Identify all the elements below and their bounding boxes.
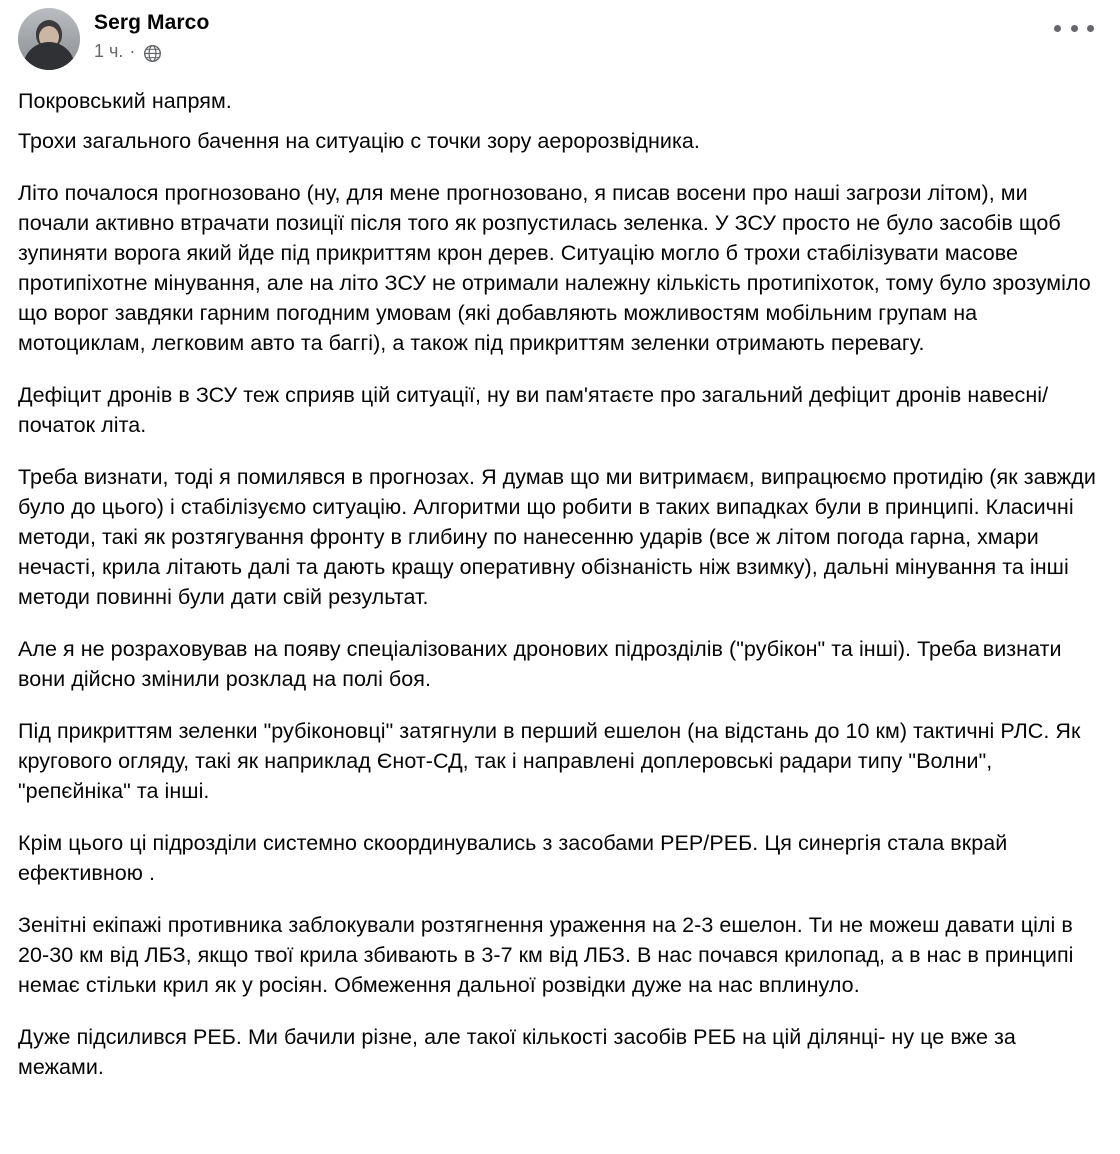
post-paragraph: Літо почалося прогнозовано (ну, для мене прогнозовано, я писав восени про наші загрози літом), ми почали активно втрачати позиції після того як розпустилась зеленка. У ЗСУ просто не було засобів щоб зупиняти ворога який йде під прикриттям крон дерев. Ситуацію могло б трохи стабілізувати масове протипіхотне мінування, але на літо ЗСУ не отримали належну кількість протипіхоток, тому було зрозуміло що ворог завдяки гарним погодним умовам (які добавляють можливостям мобільним групам на мотоциклам, легковим авто та баггі), а також під прикриттям зеленки отримають перевагу.	[18, 181, 1091, 355]
more-dot	[1087, 25, 1094, 32]
post-paragraph: Покровський напрям.	[18, 89, 232, 113]
post-paragraph: Але я не розраховував на появу спеціалізованих дронових підрозділів ("рубікон" та інші). Треба визнати вони дійсно змінили розклад на полі боя.	[18, 637, 1062, 691]
post-paragraph: Дуже підсилився РЕБ. Ми бачили різне, але такої кількості засобів РЕБ на цій ділянці- ну це вже за межами.	[18, 1025, 1016, 1079]
post-timestamp[interactable]: 1 ч.	[94, 41, 124, 61]
more-dot	[1071, 25, 1078, 32]
post-paragraph: Дефіцит дронів в ЗСУ теж сприяв цій ситуації, ну ви пам'ятаєте про загальний дефіцит дронів навесні/початок літа.	[18, 383, 1049, 437]
more-options-icon[interactable]	[1054, 16, 1094, 40]
globe-icon[interactable]	[143, 44, 162, 63]
post-paragraph: Під прикриттям зеленки "рубіконовці" затягнули в перший ешелон (на відстань до 10 км) тактичні РЛС. Як кругового огляду, такі як наприклад Єнот-СД, так і направлені доплеровські радари типу "Волни", "репєйніка" та інші.	[18, 719, 1081, 803]
meta-separator: ·	[129, 41, 136, 61]
author-name[interactable]: Serg Marco	[94, 11, 210, 34]
post-paragraph: Крім цього ці підрозділи системно скоординувались з засобами РЕР/РЕБ. Ця синергія стала вкрай ефективною .	[18, 831, 1008, 885]
post-paragraph: Треба визнати, тоді я помилявся в прогнозах. Я думав що ми витримаєм, випрацюємо протидію (як завжди було до цього) і стабілізуємо ситуацію. Алгоритми що робити в таких випадках були в принципі. Класичні методи, такі як розтягування фронту в глибину по нанесенню ударів (все ж літом погода гарна, хмари нечасті, крила літають далі та дають кращу оперативну обізнаність ніж взимку), дальні мінування та інші методи повинні були дати свій результат.	[18, 465, 1096, 609]
post-paragraph: Зенітні екіпажі противника заблокували розтягнення ураження на 2-3 ешелон. Ти не можеш давати цілі в 20-30 км від ЛБЗ, якщо твої крила збивають в 3-7 км від ЛБЗ. В нас почався крилопад, а в нас в принципі немає стільки крил як у росіян. Обмеження дальної розвідки дуже на нас вплинуло.	[18, 913, 1074, 997]
post-header	[0, 0, 1120, 70]
post-author-block	[94, 8, 209, 62]
post-body	[0, 70, 1120, 1090]
post-paragraph: Трохи загального бачення на ситуацію с точки зору аеророзвідника.	[18, 129, 700, 153]
more-dot	[1054, 25, 1061, 32]
post-meta	[94, 40, 209, 62]
avatar[interactable]	[18, 8, 80, 70]
